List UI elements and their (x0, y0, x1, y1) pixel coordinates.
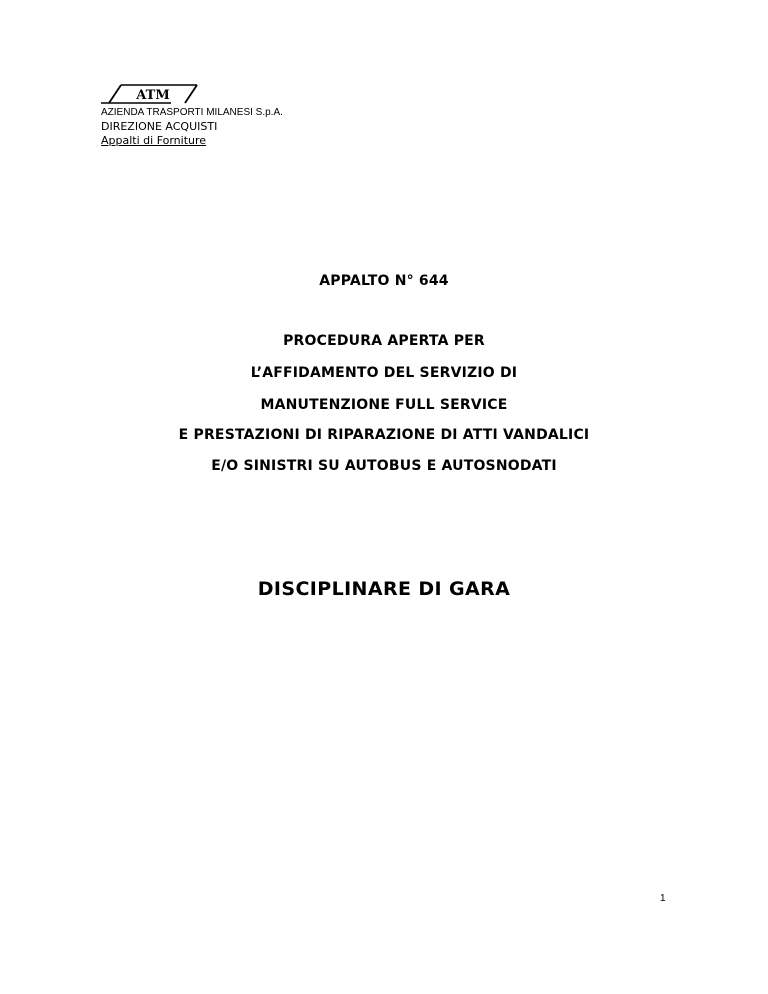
direction-name: DIREZIONE ACQUISTI (101, 120, 218, 133)
tender-number: APPALTO N° 644 (319, 273, 449, 289)
procedure-line-5: E/O SINISTRI SU AUTOBUS E AUTOSNODATI (211, 458, 557, 474)
logo-text: ATM (136, 88, 170, 103)
department-name: Appalti di Forniture (101, 134, 207, 147)
document-title: DISCIPLINARE DI GARA (257, 578, 511, 600)
company-name: AZIENDA TRASPORTI MILANESI S.p.A. (101, 107, 283, 118)
procedure-line-4: E PRESTAZIONI DI RIPARAZIONE DI ATTI VANDALICI (178, 427, 590, 443)
procedure-line-2: L’AFFIDAMENTO DEL SERVIZIO DI (250, 365, 518, 381)
procedure-line-3: MANUTENZIONE FULL SERVICE (260, 397, 508, 413)
page-number: 1 (660, 893, 666, 904)
atm-logo (101, 82, 201, 106)
procedure-line-1: PROCEDURA APERTA PER (283, 333, 485, 349)
letterhead (101, 82, 361, 148)
